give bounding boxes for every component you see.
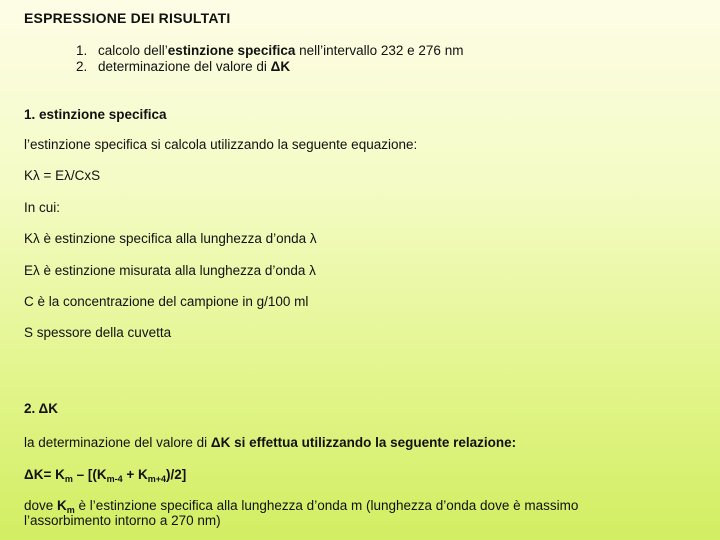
note-subscript: m	[66, 505, 75, 515]
intro-text: la determinazione del valore di	[24, 435, 211, 450]
section1-heading: 1. estinzione specifica	[24, 107, 167, 122]
note-text: è l’estinzione specifica alla lunghezza d’onda m (lunghezza d’onda dove è massimo	[74, 498, 579, 513]
intro-bold-text: ΔK si effettua utilizzando la seguente relazione:	[210, 435, 517, 450]
list-text: calcolo dell’	[98, 43, 168, 58]
list-number: 1.	[76, 43, 88, 58]
km-definition-line1	[24, 498, 578, 514]
slide-title: ESPRESSIONE DEI RISULTATI	[24, 10, 231, 26]
list-text: nell’intervallo 232 e 276 nm	[295, 43, 464, 58]
formula-subscript: m-4	[106, 474, 123, 484]
definition-s: S spessore della cuvetta	[24, 325, 172, 340]
list-bold-text: estinzione specifica	[167, 43, 296, 58]
list-item-2	[76, 59, 290, 75]
in-cui-label: In cui:	[24, 200, 61, 215]
note-k: K	[57, 498, 67, 513]
section2-intro	[24, 435, 516, 451]
definition-e-lambda: Eλ è estinzione misurata alla lunghezza d’onda λ	[24, 263, 316, 278]
delta-k-formula	[24, 467, 186, 483]
definition-k-lambda: Kλ è estinzione specifica alla lunghezza d’onda λ	[24, 231, 317, 246]
list-bold-text: ΔK	[270, 59, 291, 74]
km-definition-line2: l’assorbimento intorno a 270 nm)	[24, 513, 221, 528]
formula-subscript: m	[64, 474, 73, 484]
section1-intro: l’estinzione specifica si calcola utilizzando la seguente equazione:	[24, 137, 418, 152]
formula-part: – [(K	[72, 467, 107, 482]
equation: Kλ = Eλ/CxS	[24, 168, 101, 183]
definition-c: C è la concentrazione del campione in g/100 ml	[24, 294, 309, 309]
list-item-1	[76, 43, 463, 59]
list-number: 2.	[76, 59, 88, 74]
formula-subscript: m+4	[147, 474, 167, 484]
note-text: dove	[24, 498, 58, 513]
formula-part: + K	[122, 467, 148, 482]
formula-part: ΔK= K	[24, 467, 65, 482]
list-text: determinazione del valore di	[98, 59, 271, 74]
section2-heading: 2. ΔK	[24, 401, 58, 416]
formula-part: )/2]	[166, 467, 187, 482]
